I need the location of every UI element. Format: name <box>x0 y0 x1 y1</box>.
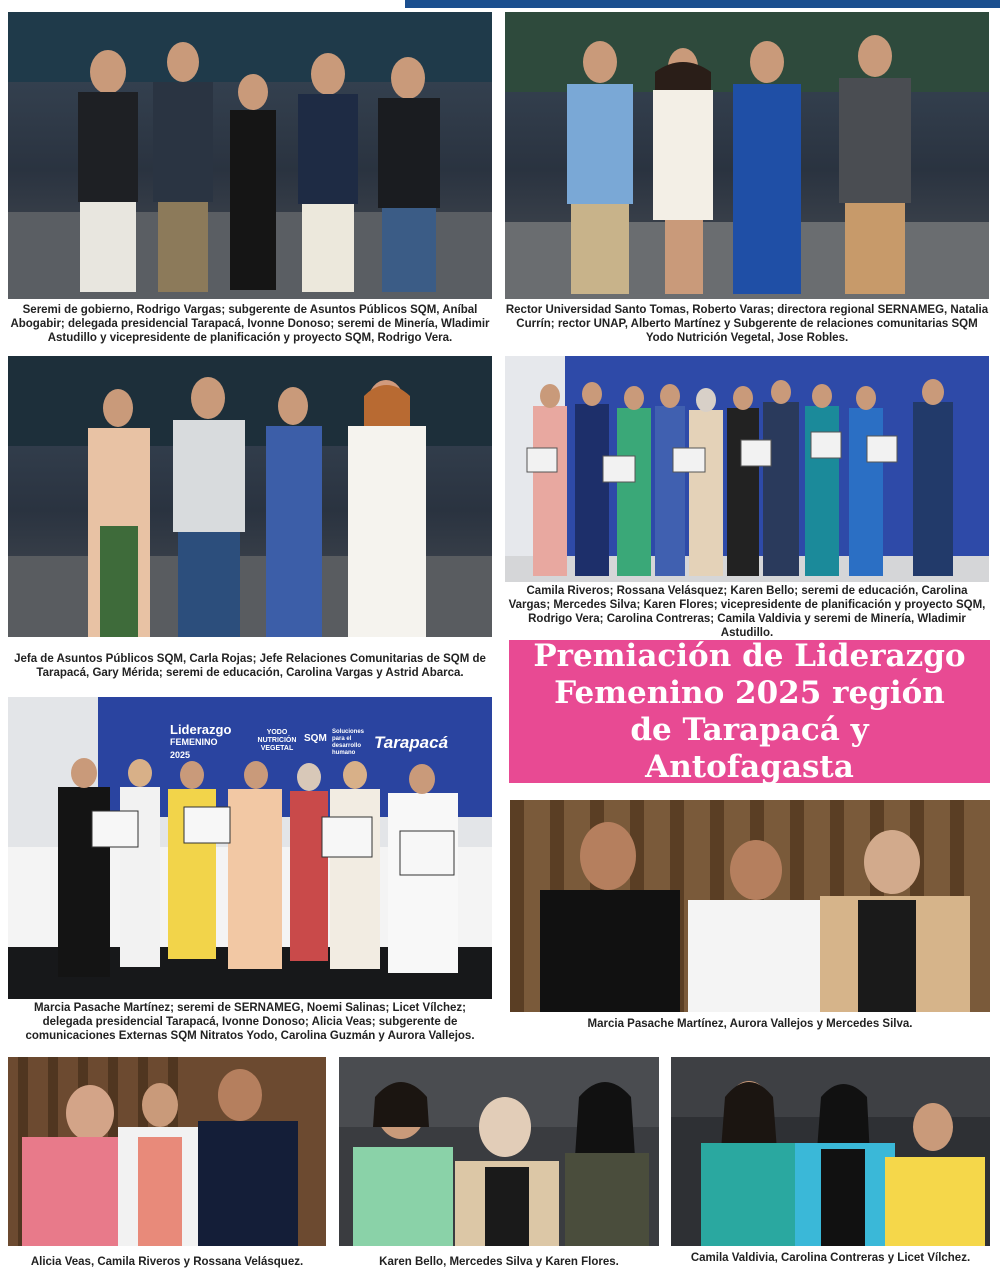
headline-box <box>509 637 990 785</box>
photo-caption: Seremi de gobierno, Rodrigo Vargas; subgerente de Asuntos Públicos SQM, Aníbal Abogabir; delegada presidencial Tarapacá, Ivonne Donoso; seremi de Minería, Wladimir Astudillo y vicepresidente de planificación y proyecto SQM, Rodrigo Vera. <box>10 304 490 344</box>
photo-caption: Karen Bello, Mercedes Silva y Karen Flores. <box>379 1256 619 1268</box>
backdrop-tagline: Soluciones para el desarrollo humano <box>332 729 365 756</box>
event-photo <box>8 1057 326 1246</box>
photo-caption: Alicia Veas, Camila Riveros y Rossana Velásquez. <box>30 1256 304 1268</box>
photo-caption: Marcia Pasache Martínez; seremi de SERNAMEG, Noemi Salinas; Licet Vílchez; delegada presidencial Tarapacá, Ivonne Donoso; Alicia Veas; subgerente de comunicaciones Externas SQM Nitratos Yodo, Carolina Guzmán y Aurora Vallejos. <box>25 1002 475 1042</box>
event-photo <box>510 800 990 1012</box>
event-photo <box>339 1057 659 1246</box>
event-photo <box>505 356 989 582</box>
event-photo <box>8 697 492 999</box>
page-title: Premiación de Liderazgo Femenino 2025 región de Tarapacá y Antofagasta <box>533 637 966 785</box>
photo-caption: Camila Valdivia, Carolina Contreras y Licet Vílchez. <box>690 1252 971 1264</box>
photo-caption: Jefa de Asuntos Públicos SQM, Carla Rojas; Jefe Relaciones Comunitarias de SQM de Tarapacá, Gary Mérida; seremi de educación, Carolina Vargas y Astrid Abarca. <box>14 653 486 679</box>
backdrop-brand: YODO NUTRICIÓN VEGETAL <box>257 729 297 752</box>
event-photo <box>8 356 492 637</box>
backdrop-brand: SQM <box>304 733 327 744</box>
event-photo <box>8 12 492 299</box>
top-accent-bar <box>405 0 1000 8</box>
event-photo <box>505 12 989 299</box>
photo-caption: Marcia Pasache Martínez, Aurora Vallejos y Mercedes Silva. <box>587 1018 913 1030</box>
photo-caption: Rector Universidad Santo Tomas, Roberto Varas; directora regional SERNAMEG, Natalia Currín; rector UNAP, Alberto Martínez y Subgerente de relaciones comunitarias SQM Yodo Nutrición Vegetal, Jose Robles. <box>505 304 989 344</box>
logo-year: 2025 <box>170 750 191 760</box>
backdrop-logo <box>170 723 231 762</box>
logo-line: FEMENINO <box>170 737 218 747</box>
logo-line: Liderazgo <box>170 722 232 737</box>
photo-caption: Camila Riveros; Rossana Velásquez; Karen Bello; seremi de educación, Carolina Vargas; Mercedes Silva; Karen Flores; vicepresidente de planificación y proyecto SQM, Rodrigo Vera; Carolina Contreras; Camila Valdivia y seremi de Minería, Wladimir Astudillo. <box>508 585 986 639</box>
event-photo <box>671 1057 990 1246</box>
backdrop-region: Tarapacá <box>374 733 449 752</box>
